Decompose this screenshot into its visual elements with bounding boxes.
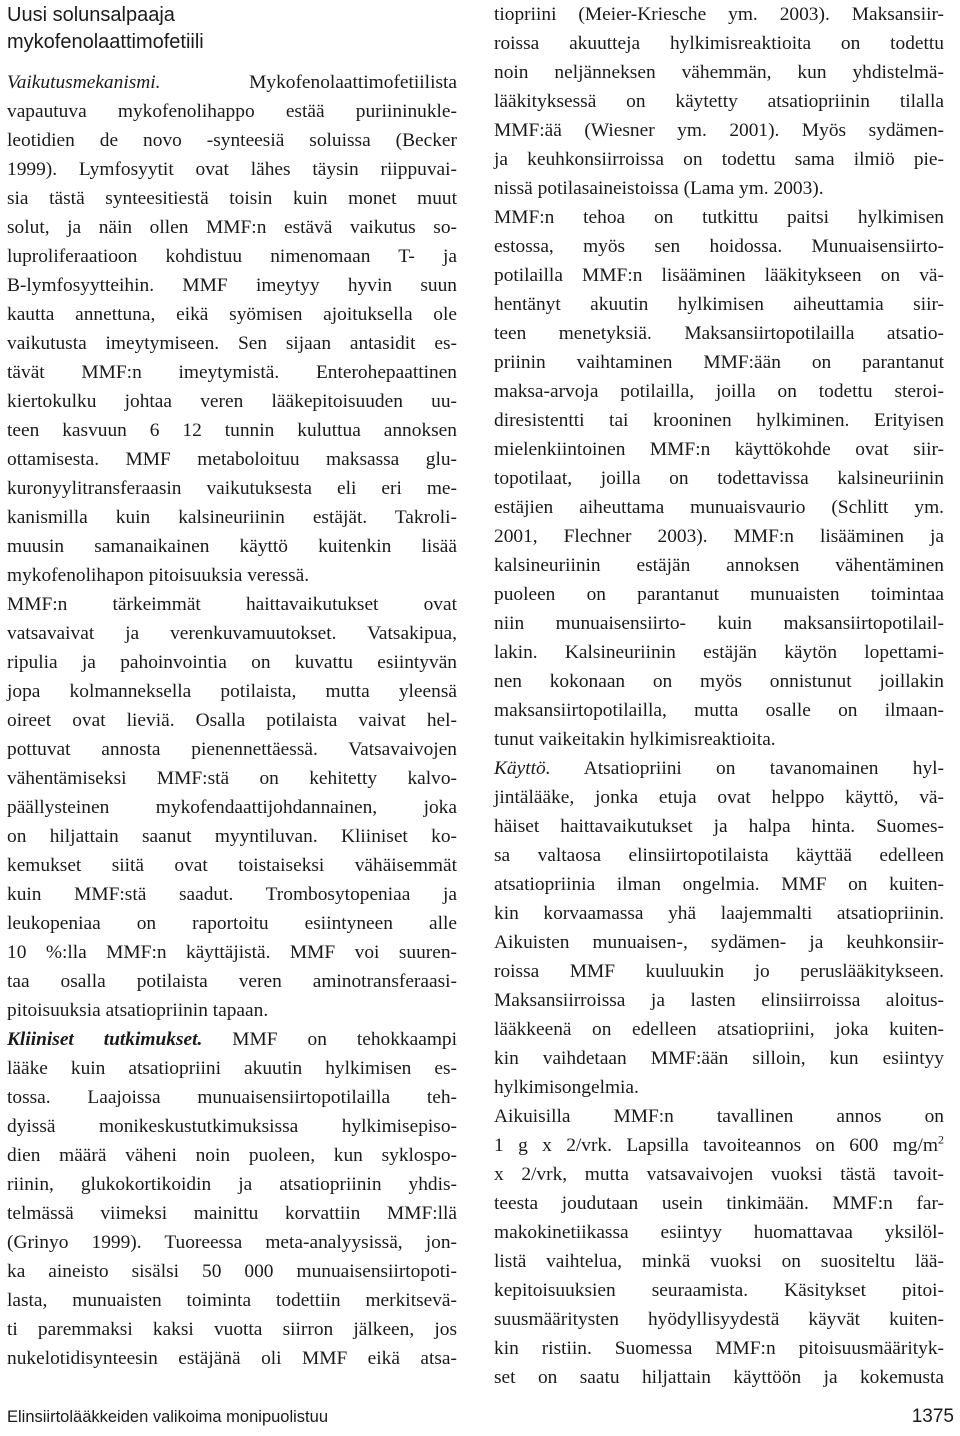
emphasis-text: Käyttö. [494,758,551,779]
line-text: Aikuisilla MMF:n tavallinen annos on [494,1106,944,1127]
line-text: puoleen on parantanut munuaisten toimintaa [494,584,944,605]
text-line [494,551,944,580]
line-text: MMF on tehokkaampi [202,1029,457,1050]
line-text: maksa-arvoja potilailla, joilla on todettu steroi- [494,381,944,402]
line-text: kalsineuriinin estäjän annoksen vähentäminen [494,555,944,576]
line-text: ka aineisto sisälsi 50 000 munuaisensiirtopoti- [7,1261,457,1282]
text-line [494,116,944,145]
line-text: priinin vaihtaminen MMF:ään on parantanut [494,352,944,373]
line-text: atsatiopriinia ilman ongelmia. MMF on kuiten- [494,874,944,895]
text-line [7,764,457,793]
line-text: ti paremmaksi kaksi vuotta siirron jälkeen, jos [7,1319,457,1340]
text-line [494,1276,944,1305]
line-text: pitoisuuksia atsatiopriinin tapaan. [7,1000,269,1021]
text-line [7,1112,457,1141]
line-text: dyissä monikeskustutkimuksissa hylkimisepiso- [7,1116,457,1137]
text-line [7,1344,457,1373]
text-line [494,464,944,493]
text-line [7,271,457,300]
line-text: lääkityksessä on käytetty atsatiopriinin tilalla [494,91,944,112]
line-text: muusin samanaikainen käyttö kuitenkin lisää [7,536,457,557]
text-line [7,416,457,445]
text-line [7,1083,457,1112]
text-line [7,851,457,880]
text-line [494,638,944,667]
line-text: oireet ovat lieviä. Osalla potilaista vaivat hel- [7,710,457,731]
line-text: mykofenolihapon pitoisuuksia veressä. [7,565,310,586]
text-line [7,329,457,358]
line-text: jopa kolmanneksella potilaista, mutta yleensä [7,681,457,702]
text-line [494,870,944,899]
text-line [494,841,944,870]
text-line [7,822,457,851]
text-line [7,648,457,677]
line-text: Aikuisten munuaisen-, sydämen- ja keuhkonsiir- [494,932,944,953]
text-line [7,1228,457,1257]
line-text: kiertokulku johtaa veren lääkepitoisuuden uu- [7,391,457,412]
line-text: kin ristiin. Suomessa MMF:n pitoisuusmäärityk- [494,1338,944,1359]
text-line [494,493,944,522]
line-text: jintälääke, jonka etuja ovat helppo käyttö, vä- [494,787,944,808]
line-text: niin munuaisensiirto- kuin maksansiirtopotilail- [494,613,944,634]
line-text: B-lymfosyytteihin. MMF imeytyy hyvin suun [7,275,457,296]
line-text: 1999). Lymfosyytit ovat lähes täysin riippuvai- [7,159,457,180]
emphasis-text: Kliiniset tutkimukset. [7,1029,203,1050]
text-line [7,445,457,474]
text-line [7,68,457,97]
line-text: teen menetyksiä. Maksansiirtopotilailla atsatio- [494,323,944,344]
line-text: suusmääritysten hyödyllisyydestä käyvät kuiten- [494,1309,944,1330]
text-line [494,1073,944,1102]
text-line [494,1102,944,1131]
text-line [494,377,944,406]
text-line [7,706,457,735]
line-text: lakin. Kalsineuriinin estäjän käytön lopettami- [494,642,944,663]
text-line [7,1054,457,1083]
text-line [494,1160,944,1189]
line-text: hylkimisongelmia. [494,1077,639,1098]
line-text: tävät MMF:n imeytymistä. Enterohepaattinen [7,362,457,383]
page-footer [0,1406,960,1436]
line-text: set on saatu hiljattain käyttöön ja kokemusta [494,1367,944,1388]
text-line [7,184,457,213]
line-text: maksansiirtopotilailla, mutta osalle on ilmaan- [494,700,944,721]
line-text: vatsavaivat ja verenkuvamuutokset. Vatsakipua, [7,623,457,644]
line-text: telmässä viimeksi mainittu korvattiin MMF:llä [7,1203,457,1224]
page-number: 1375 [911,1406,954,1427]
line-text: listä vaihtelua, minkä vuoksi on suositeltu lää- [494,1251,944,1272]
text-line [494,1218,944,1247]
text-line [494,58,944,87]
text-line [494,290,944,319]
text-line [494,29,944,58]
line-text: diresistentti tai krooninen hylkiminen. Erityisen [494,410,944,431]
text-line [7,677,457,706]
line-text: sa valtaosa elinsiirtopotilaista käyttää edelleen [494,845,944,866]
line-text: nissä potilasaineistoissa (Lama ym. 2003). [494,178,824,199]
heading-line: Uusi solunsalpaaja [7,4,175,26]
line-text: kemukset siitä ovat toistaiseksi vähäisemmät [7,855,457,876]
text-line [494,609,944,638]
text-line [494,783,944,812]
line-text: kepitoisuuksien seuraamista. Käsitykset pitoi- [494,1280,944,1301]
right-column [494,0,944,1392]
line-text: ja keuhkonsiirroissa on todettu sama ilmiö pie- [494,149,944,170]
line-text: noin neljänneksen vähemmän, kun yhdistelmä- [494,62,944,83]
line-text: estossa, myös sen hoidossa. Munuaisensiirto- [494,236,944,257]
line-text: lääkkeenä on edelleen atsatiopriini, joka kuiten- [494,1019,944,1040]
text-line [7,793,457,822]
article-heading [7,2,457,68]
text-line [494,319,944,348]
text-line [494,1015,944,1044]
text-line [7,1257,457,1286]
text-line [7,590,457,619]
text-line [494,957,944,986]
text-line [7,1199,457,1228]
text-line [494,406,944,435]
text-line [7,97,457,126]
line-text: lasta, munuaisten toiminta todettiin merkitsevä- [7,1290,457,1311]
text-line [494,1363,944,1392]
line-text: (Grinyo 1999). Tuoreessa meta-analyysissä, jon- [7,1232,457,1253]
text-line [7,1170,457,1199]
text-line [7,213,457,242]
text-line [7,387,457,416]
line-text: päällysteinen mykofendaattijohdannainen, joka [7,797,457,818]
line-text: dien määrä väheni noin puoleen, kun syklospo- [7,1145,457,1166]
text-line [7,909,457,938]
line-text: mielenkiintoinen MMF:n käyttökohde ovat siir- [494,439,944,460]
text-line [494,667,944,696]
line-text: vapautuva mykofenolihappo estää puriininukle- [7,101,457,122]
text-line [494,1131,944,1160]
line-text: tiopriini (Meier-Kriesche ym. 2003). Maksansiir- [494,4,944,25]
line-text: x 2/vrk, mutta vatsavaivojen vuoksi tästä tavoit- [494,1164,944,1185]
line-text: solut, ja näin ollen MMF:n estävä vaikutus so- [7,217,457,238]
line-text: 2001, Flechner 2003). MMF:n lisääminen ja [494,526,944,547]
text-line [7,358,457,387]
line-text: roissa akuutteja hylkimisreaktioita on todettu [494,33,944,54]
left-body-text [7,68,457,1373]
line-text: kanismilla kuin kalsineuriinin estäjät. Takroli- [7,507,457,528]
line-text: potilailla MMF:n lisääminen lääkitykseen on vä- [494,265,944,286]
line-text: kuronyylitransferaasin vaikutuksesta eli eri me- [7,478,457,499]
text-line [494,0,944,29]
text-line [7,880,457,909]
line-text: topotilaat, joilla on todettavissa kalsineuriinin [494,468,944,489]
line-text: pottuvat annosta pienennettäessä. Vatsavaivojen [7,739,457,760]
text-line [494,174,944,203]
text-line [7,619,457,648]
text-line [7,938,457,967]
line-text: leukopeniaa on raportoitu esiintyneen alle [7,913,457,934]
text-line [494,1044,944,1073]
emphasis-text: Vaikutusmekanismi. [7,72,161,93]
emphasis-text: 2 [938,1132,944,1147]
line-text: MMF:n tehoa on tutkittu paitsi hylkimisen [494,207,944,228]
line-text: leotidien de novo -synteesiä soluissa (Becker [7,130,457,151]
text-line [494,1334,944,1363]
line-text: nukelotidisynteesin estäjänä oli MMF eikä atsa- [7,1348,457,1369]
heading-line: mykofenolaattimofetiili [7,31,204,53]
text-line [494,145,944,174]
line-text: kuin MMF:stä saadut. Trombosytopeniaa ja [7,884,457,905]
text-line [494,899,944,928]
text-line [494,812,944,841]
text-line [7,1315,457,1344]
line-text: vaikutusta imeytymiseen. Sen sijaan antasidit es- [7,333,457,354]
line-text: Mykofenolaattimofetiilista [160,72,457,93]
text-line [7,1286,457,1315]
text-line [7,155,457,184]
line-text: riinin, glukokortikoidin ja atsatiopriinin yhdis- [7,1174,457,1195]
text-line [7,242,457,271]
text-line [494,1247,944,1276]
line-text: makokinetiikassa esiintyy huomattavaa yksilöl- [494,1222,944,1243]
line-text: kin vaihdetaan MMF:ään silloin, kun esiintyy [494,1048,944,1069]
line-text: Maksansiirroissa ja lasten elinsiirroissa aloitus- [494,990,944,1011]
text-line [494,522,944,551]
left-column [7,0,457,1373]
running-title: Elinsiirtolääkkeiden valikoima monipuolistuu [7,1408,328,1426]
line-text: ripulia ja pahoinvointia on kuvattu esiintyvän [7,652,457,673]
text-line [7,735,457,764]
text-line [494,725,944,754]
line-text: ottamisesta. MMF metaboloituu maksassa glu- [7,449,457,470]
line-text: häiset haittavaikutukset ja halpa hinta. Suomes- [494,816,944,837]
text-line [7,1025,457,1054]
text-line [494,696,944,725]
line-text: teesta joudutaan usein tinkimään. MMF:n far- [494,1193,944,1214]
line-text: kautta annettuna, eikä syömisen ajoituksella ole [7,304,457,325]
line-text: 1 g x 2/vrk. Lapsilla tavoiteannos on 600 mg/m [494,1135,938,1156]
text-line [7,996,457,1025]
line-text: hentänyt akuutin hylkimisen aiheuttamia siir- [494,294,944,315]
line-text: 10 %:lla MMF:n käyttäjistä. MMF voi suuren- [7,942,457,963]
text-line [494,435,944,464]
line-text: teen kasvuun 6 12 tunnin kuluttua annoksen [7,420,457,441]
line-text: Atsatiopriini on tavanomainen hyl- [550,758,944,779]
text-line [494,1189,944,1218]
text-line [494,232,944,261]
text-line [7,561,457,590]
text-line [494,348,944,377]
line-text: nen kokonaan on myös onnistunut joillakin [494,671,944,692]
text-line [494,754,944,783]
text-line [494,1305,944,1334]
line-text: taa osalla potilaista veren aminotransferaasi- [7,971,457,992]
text-line [494,87,944,116]
line-text: luproliferaatioon kohdistuu nimenomaan T- ja [7,246,457,267]
text-line [7,503,457,532]
text-line [7,474,457,503]
text-line [7,532,457,561]
line-text: on hiljattain saanut myyntiluvan. Kliiniset ko- [7,826,457,847]
line-text: sia tästä synteesitiestä toisin kuin monet muut [7,188,457,209]
line-text: tunut vaikeitakin hylkimisreaktioita. [494,729,776,750]
line-text: lääke kuin atsatiopriini akuutin hylkimisen es- [7,1058,457,1079]
line-text: MMF:n tärkeimmät haittavaikutukset ovat [7,594,457,615]
text-line [7,967,457,996]
line-text: estäjien aiheuttama munuaisvaurio (Schlitt ym. [494,497,944,518]
right-body-text [494,0,944,1392]
line-text: vähentämiseksi MMF:stä on kehitetty kalvo- [7,768,457,789]
line-text: kin korvaamassa yhä laajemmalti atsatiopriinin. [494,903,944,924]
text-line [494,580,944,609]
text-line [7,1141,457,1170]
text-line [7,126,457,155]
line-text: roissa MMF kuuluukin jo peruslääkitykseen. [494,961,944,982]
line-text: MMF:ää (Wiesner ym. 2001). Myös sydämen- [494,120,944,141]
text-line [494,261,944,290]
text-line [494,203,944,232]
text-line [494,986,944,1015]
text-line [494,928,944,957]
line-text: tossa. Laajoissa munuaisensiirtopotilailla teh- [7,1087,457,1108]
text-line [7,300,457,329]
